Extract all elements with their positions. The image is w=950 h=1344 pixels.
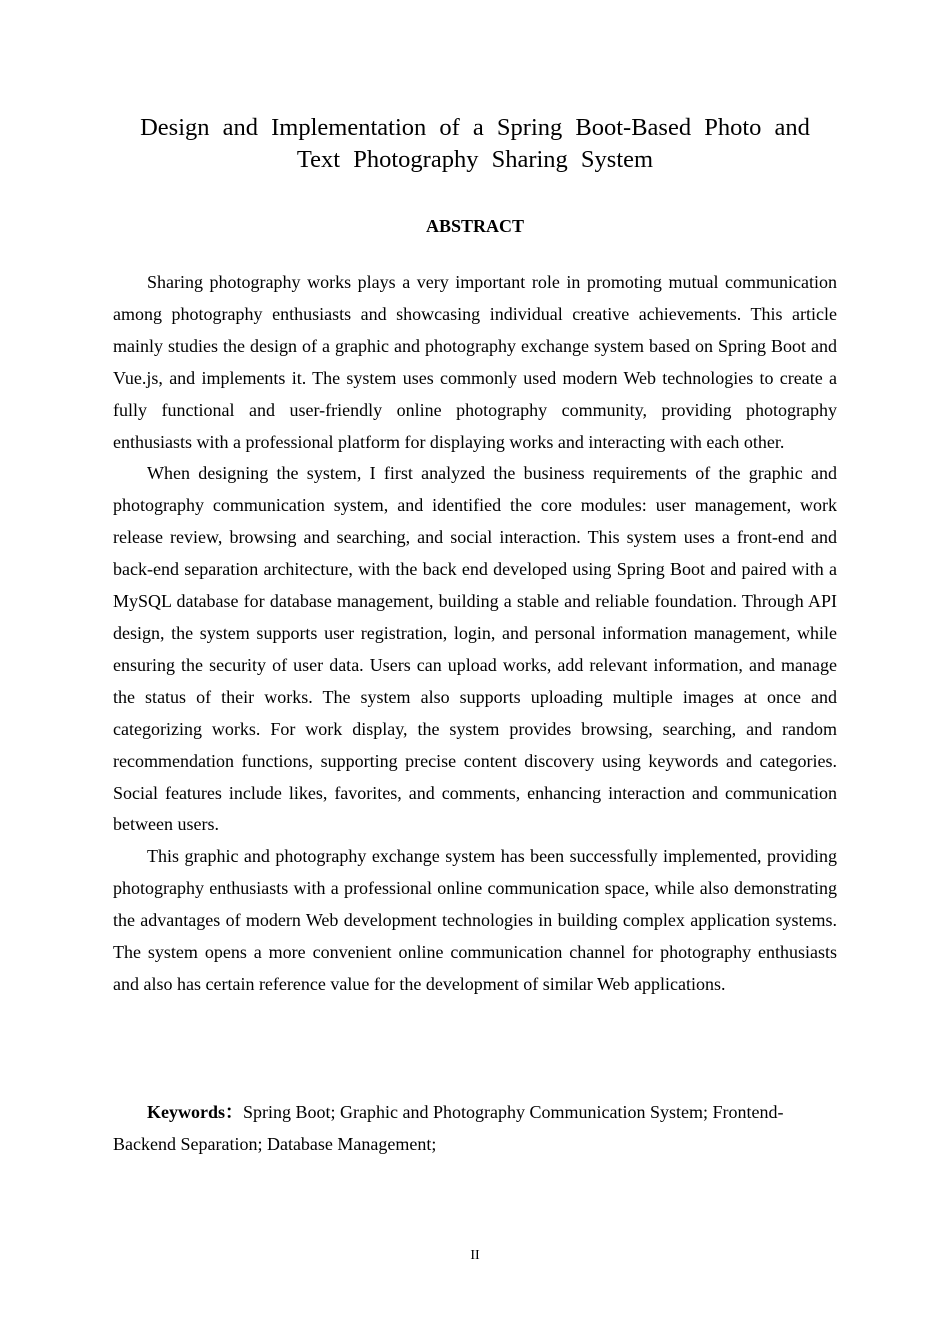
keywords-text: Spring Boot; Graphic and Photography Communication System; Frontend-Backend Separation; Database Management; xyxy=(113,1102,784,1154)
abstract-heading: ABSTRACT xyxy=(425,216,525,236)
abstract-paragraph-3: This graphic and photography exchange system has been successfully implemented, providing photography enthusiasts with a professional online communication space, while also demonstrating the advantages of modern Web development technologies in building complex application systems. The system opens a more convenient online communication channel for photography enthusiasts and also has certain reference value for the development of similar Web applications. xyxy=(113,846,837,994)
abstract-body xyxy=(113,267,837,1001)
title-line-2: Text Photography Sharing System xyxy=(296,146,654,173)
keywords xyxy=(113,1097,837,1160)
title-line-1: Design and Implementation of a Spring Boot-Based Photo and xyxy=(140,114,810,141)
abstract-paragraph-1: Sharing photography works plays a very important role in promoting mutual communication among photography enthusiasts and showcasing individual creative achievements. This article mainly studies the design of a graphic and photography exchange system based on Spring Boot and Vue.js, and implements it. The system uses commonly used modern Web technologies to create a fully functional and user-friendly online photography community, providing photography enthusiasts with a professional platform for displaying works and interacting with each other. xyxy=(113,272,837,452)
page-number: II xyxy=(470,1248,480,1263)
abstract-paragraph-2: When designing the system, I first analyzed the business requirements of the graphic and photography communication system, and identified the core modules: user management, work release review, browsing and searching, and social interaction. This system uses a front-end and back-end separation architecture, with the back end developed using Spring Boot and paired with a MySQL database for database management, building a stable and reliable foundation. Through API design, the system supports user registration, login, and personal information management, while ensuring the security of user data. Users can upload works, add relevant information, and manage the status of their works. The system also supports uploading multiple images at once and categorizing works. For work display, the system provides browsing, searching, and random recommendation functions, supporting precise content discovery using keywords and categories. Social features include likes, favorites, and comments, enhancing interaction and communication between users. xyxy=(113,463,837,835)
document-title xyxy=(113,112,837,176)
keywords-label: Keywords： xyxy=(147,1102,243,1122)
